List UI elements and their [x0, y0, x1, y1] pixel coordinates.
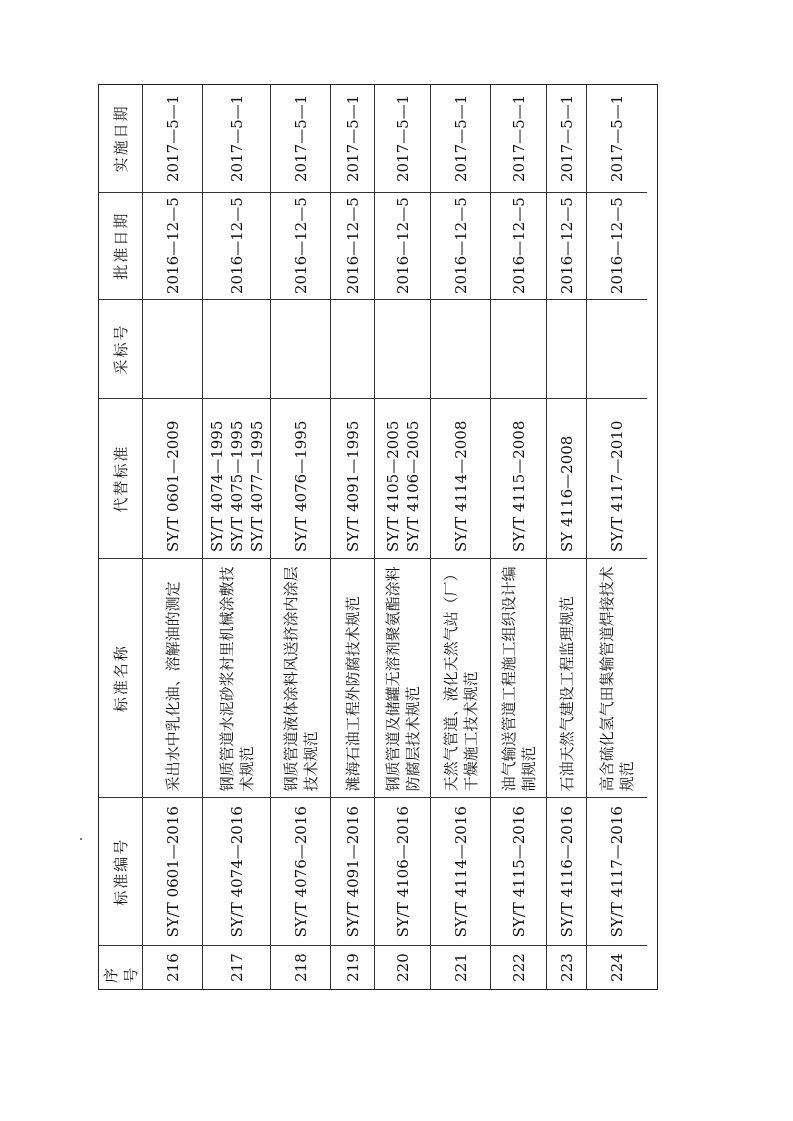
cell-replaced [431, 398, 490, 558]
cell-code: SY/T 4114—2016 [431, 797, 490, 945]
cell-name [203, 558, 270, 797]
cell-name-text: 钢质管道液体涂料风送挤涂内涂层技术规范 [281, 566, 320, 792]
table-body [143, 85, 647, 989]
cell-implementation: 2017—5—1 [509, 94, 528, 183]
cell-name [375, 558, 430, 797]
cell-name-text: 石油天然气建设工程监理规范 [557, 596, 576, 792]
cell-code: SY/T 4106—2016 [375, 797, 430, 945]
cell-adopted [431, 299, 490, 399]
cell-seq: 224 [587, 945, 647, 989]
cell-approval: 2016—12—5 [203, 192, 270, 299]
replaced-standard: SY/T 4115—2008 [509, 420, 528, 552]
cell-seq: 220 [375, 945, 430, 989]
header-code: 标准编号 [99, 797, 142, 945]
cell-name-text: 滩海石油工程外防腐技术规范 [343, 596, 362, 792]
cell-name [431, 558, 490, 797]
cell-adopted [203, 299, 270, 399]
cell-code: SY/T 4091—2016 [331, 797, 374, 945]
cell-code: SY/T 4115—2016 [491, 797, 546, 945]
table-header-row [99, 85, 143, 989]
replaced-standard: SY/T 4106—2005 [403, 420, 422, 552]
cell-seq: 219 [331, 945, 374, 989]
cell-seq: 223 [547, 945, 586, 989]
cell-seq: 217 [203, 945, 270, 989]
cell-approval: 2016—12—5 [143, 192, 202, 299]
table-row [375, 85, 431, 989]
cell-code: SY/T 4116—2016 [547, 797, 586, 945]
cell-seq: 222 [491, 945, 546, 989]
cell-seq: 216 [143, 945, 202, 989]
header-adopted: 采标号 [99, 299, 142, 399]
cell-replaced [547, 398, 586, 558]
header-name: 标准名称 [99, 558, 142, 797]
replaced-standard: SY/T 0601—2009 [163, 420, 182, 552]
cell-adopted [491, 299, 546, 399]
cell-approval: 2016—12—5 [491, 192, 546, 299]
cell-name-text: 高含硫化氢气田集输管道焊接技术规范 [598, 566, 636, 792]
cell-replaced [331, 398, 374, 558]
header-approval: 批准日期 [99, 192, 142, 299]
cell-replaced [271, 398, 330, 558]
cell-name [271, 558, 330, 797]
replaced-standard: SY/T 4075—1995 [227, 420, 246, 552]
cell-replaced [203, 398, 270, 558]
cell-approval: 2016—12—5 [271, 192, 330, 299]
cell-implementation: 2017—5—1 [343, 94, 362, 183]
header-implementation: 实施日期 [111, 104, 130, 173]
cell-code: SY/T 0601—2016 [143, 797, 202, 945]
cell-adopted [331, 299, 374, 399]
replaced-standard: SY/T 4114—2008 [451, 420, 470, 552]
table-row [431, 85, 491, 989]
cell-adopted [547, 299, 586, 399]
table-row [271, 85, 331, 989]
cell-name [143, 558, 202, 797]
replaced-standard: SY/T 4091—1995 [343, 420, 362, 552]
standards-table [98, 84, 658, 990]
replaced-standard: SY 4116—2008 [557, 435, 576, 552]
header-replaced: 代替标准 [99, 398, 142, 558]
cell-replaced [375, 398, 430, 558]
cell-implementation: 2017—5—1 [163, 94, 182, 183]
replaced-standard: SY/T 4105—2005 [383, 420, 402, 552]
replaced-standard: SY/T 4074—1995 [207, 420, 226, 552]
cell-approval: 2016—12—5 [431, 192, 490, 299]
cell-implementation: 2017—5—1 [608, 94, 626, 183]
cell-name-text: 钢质管道水泥砂浆衬里机械涂敷技术规范 [217, 566, 256, 792]
table-row [203, 85, 271, 989]
cell-code: SY/T 4117—2016 [587, 797, 647, 945]
cell-implementation: 2017—5—1 [451, 94, 470, 183]
table-row [331, 85, 375, 989]
cell-name [547, 558, 586, 797]
cell-replaced [143, 398, 202, 558]
cell-adopted [587, 299, 647, 399]
cell-approval: 2016—12—5 [547, 192, 586, 299]
cell-adopted [271, 299, 330, 399]
cell-name [587, 558, 647, 797]
replaced-standard: SY/T 4076—1995 [291, 420, 310, 552]
cell-seq: 218 [271, 945, 330, 989]
header-seq: 序号 [99, 945, 142, 989]
cell-replaced [491, 398, 546, 558]
cell-code: SY/T 4074—2016 [203, 797, 270, 945]
cell-adopted [143, 299, 202, 399]
cell-implementation: 2017—5—1 [227, 94, 246, 183]
table-row [587, 85, 647, 989]
cell-code: SY/T 4076—2016 [271, 797, 330, 945]
cell-name [331, 558, 374, 797]
cell-name-text: 油气输送管道工程施工组织设计编制规范 [499, 566, 538, 792]
table-row [547, 85, 587, 989]
cell-replaced [587, 398, 647, 558]
cell-adopted [375, 299, 430, 399]
scan-speck [80, 838, 82, 840]
cell-implementation: 2017—5—1 [291, 94, 310, 183]
table-row [143, 85, 203, 989]
replaced-standard: SY/T 4077—1995 [247, 420, 266, 552]
cell-approval: 2016—12—5 [375, 192, 430, 299]
cell-name-text: 钢质管道及储罐无溶剂聚氨酯涂料防腐层技术规范 [383, 566, 422, 792]
cell-implementation: 2017—5—1 [557, 94, 576, 183]
cell-name-text: 采出水中乳化油、溶解油的测定 [163, 581, 182, 792]
cell-seq: 221 [431, 945, 490, 989]
cell-implementation: 2017—5—1 [393, 94, 412, 183]
cell-name-text: 天然气管道、液化天然气站（厂）干燥施工技术规范 [441, 566, 480, 792]
cell-approval: 2016—12—5 [331, 192, 374, 299]
cell-name [491, 558, 546, 797]
table-row [491, 85, 547, 989]
cell-approval: 2016—12—5 [587, 192, 647, 299]
replaced-standard: SY/T 4117—2010 [608, 420, 626, 552]
